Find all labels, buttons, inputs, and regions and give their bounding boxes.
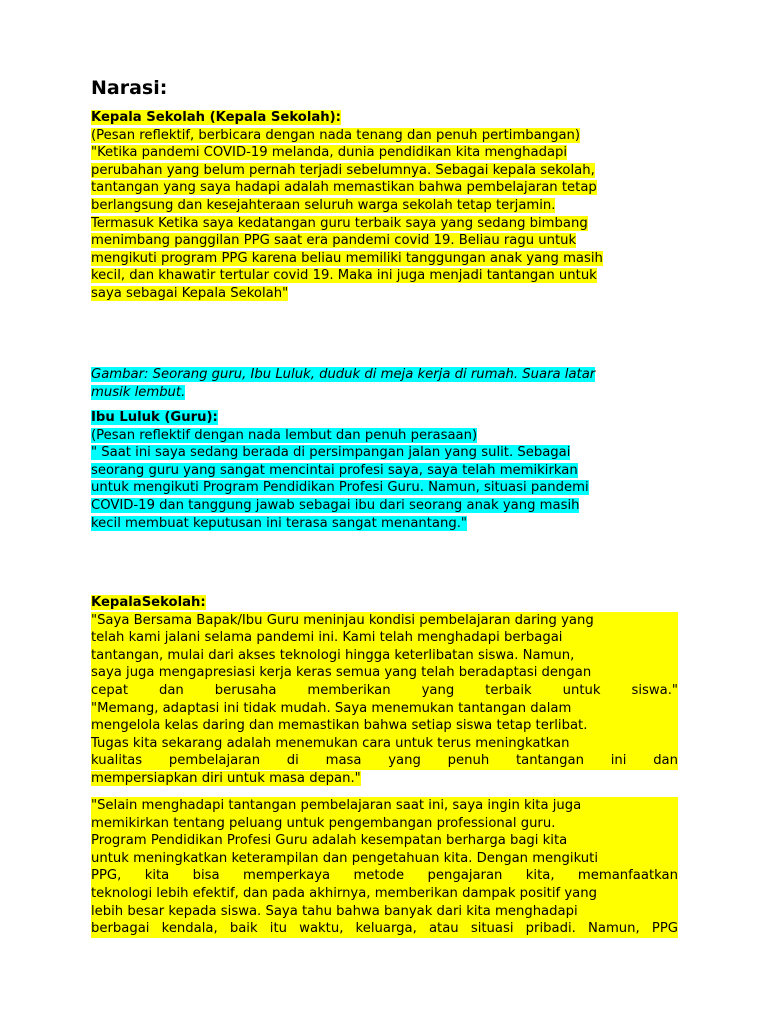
paragraph-line: "Selain menghadapi tantangan pembelajaran saat ini, saya ingin kita juga [91,797,678,815]
paragraph-line: cepat dan berusaha memberikan yang terbaik untuk siswa." [91,682,678,698]
stage-direction: (Pesan reflektif dengan nada lembut dan penuh perasaan) [91,427,478,443]
speaker-label: Kepala Sekolah (Kepala Sekolah): [91,110,341,125]
paragraph-line: saya sebagai Kepala Sekolah" [91,285,289,301]
speaker-label: Ibu Luluk (Guru): [91,410,218,425]
section-kepala-sekolah-1 [91,109,678,303]
paragraph-line: tantangan, mulai dari akses teknologi hingga keterlibatan siswa. Namun, [91,647,678,665]
paragraph-line: lebih besar kepada siswa. Saya tahu bahwa banyak dari kita menghadapi [91,903,678,921]
paragraph-line: kecil membuat keputusan ini terasa sangat menantang." [91,515,467,531]
paragraph-line: Tugas kita sekarang adalah menemukan cara untuk terus meningkatkan [91,735,678,753]
section-kepala-sekolah-2 [91,594,678,788]
paragraph-line: "Saya Bersama Bapak/Ibu Guru meninjau kondisi pembelajaran daring yang [91,612,678,630]
paragraph-line: kualitas pembelajaran di masa yang penuh tantangan ini dan [91,753,678,769]
paragraph-line: Termasuk Ketika saya kedatangan guru terbaik saya yang sedang bimbang [91,215,588,231]
paragraph-line: perubahan yang belum pernah terjadi sebelumnya. Sebagai kepala sekolah, [91,162,595,178]
paragraph-line: telah kami jalani selama pandemi ini. Kami telah menghadapi berbagai [91,629,678,647]
paragraph-line: mengikuti program PPG karena beliau memiliki tanggungan anak yang masih [91,250,603,266]
scene-description [91,366,678,401]
paragraph-line: "Ketika pandemi COVID-19 melanda, dunia pendidikan kita menghadapi [91,145,568,161]
paragraph-line: kecil, dan khawatir tertular covid 19. Maka ini juga menjadi tantangan untuk [91,268,597,284]
paragraph-line: untuk meningkatkan keterampilan dan pengetahuan kita. Dengan mengikuti [91,850,678,868]
paragraph-line: COVID-19 dan tanggung jawab sebagai ibu dari seorang anak yang masih [91,497,580,513]
paragraph-line: "Memang, adaptasi ini tidak mudah. Saya menemukan tantangan dalam [91,700,678,718]
speaker-label: KepalaSekolah: [91,595,206,610]
stage-direction: (Pesan reflektif, berbicara dengan nada tenang dan penuh pertimbangan) [91,127,581,143]
paragraph-line: mengelola kelas daring dan memastikan bahwa setiap siswa tetap terlibat. [91,717,678,735]
paragraph-line: musik lembut. [91,384,186,400]
paragraph-line: tantangan yang saya hadapi adalah memastikan bahwa pembelajaran tetap [91,180,597,196]
paragraph-line: mempersiapkan diri untuk masa depan." [91,770,361,786]
paragraph-line: menimbang panggilan PPG saat era pandemi covid 19. Beliau ragu untuk [91,233,577,249]
section-ibu-luluk [91,409,678,532]
paragraph-line: berbagai kendala, baik itu waktu, keluarga, atau situasi pribadi. Namun, PPG [91,921,678,937]
document-title: Narasi: [91,77,168,99]
paragraph-line: seorang guru yang sangat mencintai profesi saya, saya telah memikirkan [91,462,578,478]
paragraph-line: untuk mengikuti Program Pendidikan Profesi Guru. Namun, situasi pandemi [91,480,589,496]
paragraph-line: Gambar: Seorang guru, Ibu Luluk, duduk di meja kerja di rumah. Suara latar [91,367,596,382]
paragraph-line: " Saat ini saya sedang berada di persimpangan jalan yang sulit. Sebagai [91,445,571,461]
paragraph-line: teknologi lebih efektif, dan pada akhirnya, memberikan dampak positif yang [91,885,678,903]
paragraph-line: Program Pendidikan Profesi Guru adalah kesempatan berharga bagi kita [91,832,678,850]
paragraph-line: berlangsung dan kesejahteraan seluruh warga sekolah tetap terjamin. [91,197,556,213]
paragraph-line: saya juga mengapresiasi kerja keras semua yang telah beradaptasi dengan [91,664,678,682]
section-ppg-paragraph [91,797,678,938]
paragraph-line: memikirkan tentang peluang untuk pengembangan professional guru. [91,815,678,833]
paragraph-line: PPG, kita bisa memperkaya metode pengajaran kita, memanfaatkan [91,868,678,884]
